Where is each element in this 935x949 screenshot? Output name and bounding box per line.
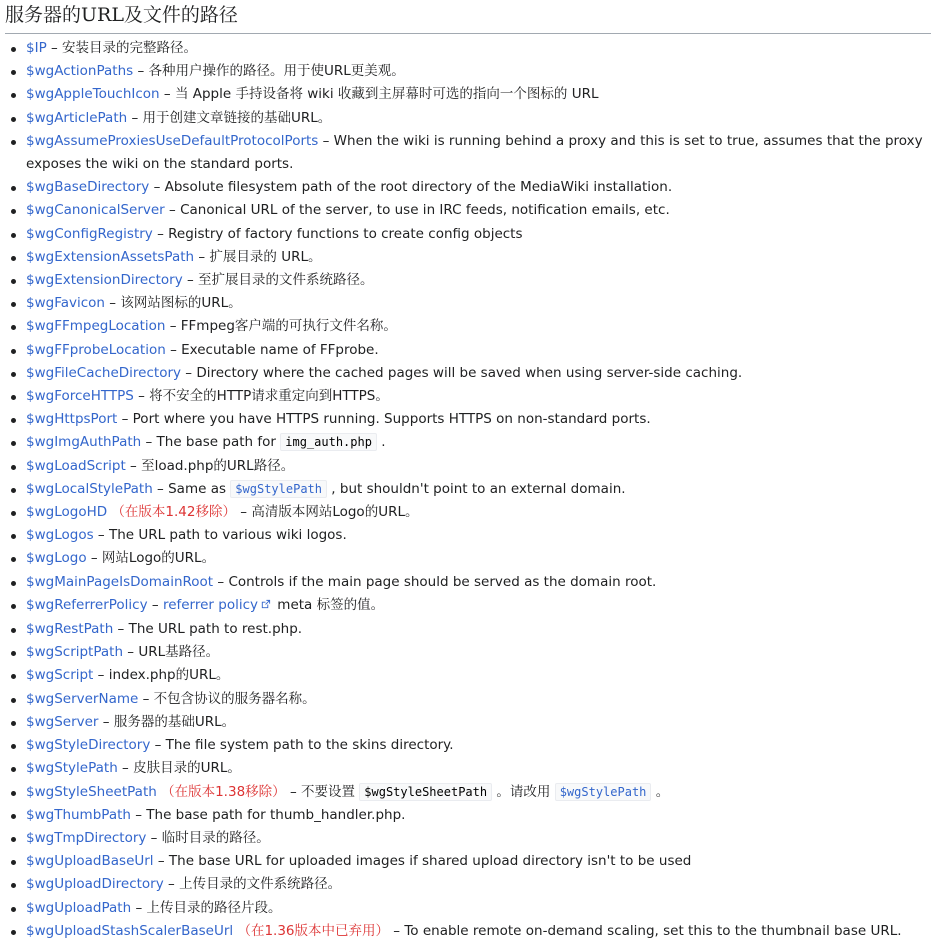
item-description: – The URL path to rest.php. [113, 621, 303, 638]
list-item [0, 292, 935, 315]
bullet-icon [11, 418, 16, 423]
list-item [0, 827, 935, 850]
bullet-icon [11, 581, 16, 586]
variable-link[interactable]: $wgRestPath [26, 621, 114, 638]
item-description: – 扩展目录的 URL。 [194, 248, 322, 265]
external-link-icon [260, 595, 271, 618]
bullet-icon [11, 279, 16, 284]
item-description: – URL基路径。 [123, 644, 220, 661]
item-description: – The file system path to the skins directory. [150, 737, 454, 754]
item-description: – 将不安全的HTTP请求重定向到HTTPS。 [133, 388, 389, 405]
item-description: – The base URL for uploaded images if shared upload directory isn't to be used [153, 853, 692, 870]
bullet-icon [11, 791, 16, 796]
item-description: – 不包含协议的服务器名称。 [138, 690, 316, 707]
bullet-icon [11, 511, 16, 516]
list-item [0, 757, 935, 780]
list-item [0, 664, 935, 687]
variable-link[interactable]: $wgServerName [26, 690, 139, 707]
item-description: – When the wiki is running behind a proxy and this is set to true, assumes that the proxy exposes the wiki on the standard ports. [26, 132, 923, 173]
variable-link[interactable]: $wgUploadBaseUrl [26, 853, 154, 870]
variable-link[interactable]: $wgServer [26, 713, 99, 730]
bullet-icon [11, 93, 16, 98]
variable-link[interactable]: $wgLogoHD [26, 504, 108, 521]
bullet-icon [11, 814, 16, 819]
bullet-icon [11, 883, 16, 888]
item-description: – 上传目录的文件系统路径。 [163, 876, 342, 893]
list-item [0, 688, 935, 711]
item-description: – 上传目录的路径片段。 [131, 899, 282, 916]
list-item [0, 873, 935, 896]
list-item [0, 455, 935, 478]
variable-link[interactable]: $wgStyleSheetPath [26, 783, 157, 800]
item-description: – To enable remote on-demand scaling, set this to the thumbnail base URL. [389, 922, 902, 939]
item-description: – index.php的URL。 [93, 667, 230, 684]
item-description: – FFmpeg客户端的可执行文件名称。 [165, 318, 397, 335]
item-description: – 安装目录的完整路径。 [46, 40, 198, 56]
item-description: – [147, 596, 163, 613]
item-description: – Canonical URL of the server, to use in IRC feeds, notification emails, etc. [164, 202, 670, 219]
bullet-icon [11, 256, 16, 261]
bullet-icon [11, 441, 16, 446]
item-description: – Executable name of FFprobe. [165, 341, 379, 358]
variable-link[interactable]: $wgExtensionAssetsPath [26, 248, 195, 265]
variable-link[interactable]: $wgUploadPath [26, 899, 132, 916]
bullet-icon [11, 557, 16, 562]
bullet-icon [11, 721, 16, 726]
bullet-icon [11, 140, 16, 145]
bullet-icon [11, 302, 16, 307]
variable-link[interactable]: $wgStyleDirectory [26, 737, 151, 754]
variable-link[interactable]: $wgUploadDirectory [26, 876, 164, 893]
item-description-cont: . [376, 434, 386, 451]
bullet-icon [11, 349, 16, 354]
item-description: – 当 Apple 手持设备将 wiki 收藏到主屏幕时可选的指向一个图标的 URL [159, 86, 599, 103]
bullet-icon [11, 465, 16, 470]
variable-link[interactable]: $wgFFmpegLocation [26, 318, 166, 335]
item-description: – 不要设置 [285, 783, 360, 800]
list-item [0, 199, 935, 222]
bullet-icon [11, 70, 16, 75]
list-item [0, 269, 935, 292]
list-item [0, 385, 935, 408]
item-description: – 临时目录的路径。 [146, 829, 270, 846]
list-item [0, 60, 935, 83]
variable-link[interactable]: $wgLoadScript [26, 457, 126, 474]
variable-link[interactable]: $wgActionPaths [26, 63, 134, 80]
list-item [0, 478, 935, 501]
list-item [0, 130, 935, 176]
item-description: – 皮肤目录的URL。 [117, 760, 241, 777]
variable-link[interactable]: $wgScriptPath [26, 644, 124, 661]
variable-link[interactable]: $wgCanonicalServer [26, 202, 165, 219]
removed-notice: （在版本1.42移除） [111, 504, 236, 521]
item-description: – 各种用户操作的路径。用于使URL更美观。 [133, 63, 405, 80]
list-item [0, 501, 935, 524]
bullet-icon [11, 488, 16, 493]
variable-link[interactable]: $wgLocalStylePath [26, 480, 153, 497]
item-description: – Absolute filesystem path of the root directory of the MediaWiki installation. [149, 179, 673, 196]
section-heading: 服务器的URL及文件的路径 [5, 0, 931, 34]
external-link[interactable]: referrer policy [162, 596, 259, 613]
variable-link[interactable]: $wgArticlePath [26, 109, 128, 126]
bullet-icon [11, 534, 16, 539]
variable-link[interactable]: $wgFileCacheDirectory [26, 364, 181, 381]
variable-link[interactable]: $wgAppleTouchIcon [26, 86, 160, 103]
list-item [0, 246, 935, 269]
variable-link[interactable]: $wgUploadStashScalerBaseUrl [26, 922, 234, 939]
item-description: – The base path for thumb_handler.php. [130, 806, 406, 823]
code-snippet: $wgStyleSheetPath [359, 783, 492, 801]
list-item [0, 431, 935, 454]
bullet-icon [11, 698, 16, 703]
list-item [0, 920, 935, 943]
variable-link[interactable]: $wgForceHTTPS [26, 388, 134, 405]
list-item [0, 37, 935, 60]
variable-link[interactable]: $wgBaseDirectory [26, 179, 150, 196]
list-item [0, 781, 935, 804]
list-item [0, 362, 935, 385]
bullet-icon [11, 767, 16, 772]
variable-link[interactable]: $wgReferrerPolicy [26, 596, 148, 613]
list-item [0, 571, 935, 594]
item-description: – Port where you have HTTPS running. Supports HTTPS on non-standard ports. [117, 411, 651, 428]
item-description: – Directory where the cached pages will be saved when using server-side caching. [181, 364, 743, 381]
item-description: – Same as [152, 480, 231, 497]
bullet-icon [11, 837, 16, 842]
bullet-icon [11, 209, 16, 214]
code-snippet: img_auth.php [280, 433, 377, 451]
bullet-icon [11, 930, 16, 935]
item-description: – 高清版本网站Logo的URL。 [235, 504, 419, 521]
list-item [0, 339, 935, 362]
variable-link[interactable]: $wgConfigRegistry [26, 225, 153, 242]
bullet-icon [11, 117, 16, 122]
list-item [0, 711, 935, 734]
list-item [0, 524, 935, 547]
variable-link[interactable]: $wgScript [26, 667, 94, 684]
list-item [0, 547, 935, 570]
code-snippet-link[interactable]: $wgStylePath [555, 783, 652, 801]
variable-link[interactable]: $wgStylePath [26, 760, 118, 777]
variable-link[interactable]: $wgAssumeProxiesUseDefaultProtocolPorts [26, 132, 319, 149]
list-item [0, 641, 935, 664]
list-item [0, 804, 935, 827]
item-description: – 该网站图标的URL。 [104, 295, 242, 312]
item-description-cont: 。请改用 [492, 783, 555, 800]
list-item [0, 618, 935, 641]
variable-link[interactable]: $wgLogo [26, 550, 87, 567]
bullet-icon [11, 860, 16, 865]
bullet-icon [11, 628, 16, 633]
removed-notice: （在1.36版本中已弃用） [237, 922, 390, 939]
bullet-icon [11, 651, 16, 656]
item-description: – 至load.php的URL路径。 [125, 457, 295, 474]
item-description: – The URL path to various wiki logos. [93, 527, 347, 544]
variable-link[interactable]: $wgExtensionDirectory [26, 272, 183, 289]
item-description: – Controls if the main page should be served as the domain root. [213, 573, 657, 590]
item-description-end: 。 [651, 783, 670, 800]
bullet-icon [11, 47, 16, 52]
list-item [0, 223, 935, 246]
variable-link[interactable]: $wgHttpsPort [26, 411, 118, 428]
list-item [0, 594, 935, 618]
list-item [0, 176, 935, 199]
variable-link[interactable]: $wgFavicon [26, 295, 105, 312]
variable-link[interactable]: $wgThumbPath [26, 806, 131, 823]
bullet-icon [11, 744, 16, 749]
item-description-cont: meta 标签的值。 [273, 596, 385, 613]
item-description: – 网站Logo的URL。 [86, 550, 216, 567]
list-item [0, 83, 935, 106]
bullet-icon [11, 325, 16, 330]
item-description: – Registry of factory functions to create config objects [152, 225, 523, 242]
list-item [0, 107, 935, 130]
bullet-icon [11, 604, 16, 609]
config-variable-list [0, 37, 935, 943]
variable-link[interactable]: $IP [26, 40, 47, 56]
list-item [0, 734, 935, 757]
bullet-icon [11, 907, 16, 912]
item-description-cont: , but shouldn't point to an external domain. [327, 480, 626, 497]
variable-link[interactable]: $wgTmpDirectory [26, 829, 147, 846]
code-snippet[interactable]: $wgStylePath [230, 480, 327, 498]
item-description: – 服务器的基础URL。 [98, 713, 236, 730]
bullet-icon [11, 395, 16, 400]
list-item [0, 850, 935, 873]
list-item [0, 408, 935, 431]
list-item [0, 897, 935, 920]
item-description: – 用于创建文章链接的基础URL。 [127, 109, 332, 126]
list-item [0, 315, 935, 338]
bullet-icon [11, 674, 16, 679]
bullet-icon [11, 186, 16, 191]
item-description: – The base path for [141, 434, 281, 451]
bullet-icon [11, 372, 16, 377]
variable-link[interactable]: $wgFFprobeLocation [26, 341, 166, 358]
item-description: – 至扩展目录的文件系统路径。 [182, 272, 374, 289]
variable-link[interactable]: $wgMainPageIsDomainRoot [26, 573, 214, 590]
variable-link[interactable]: $wgImgAuthPath [26, 434, 142, 451]
removed-notice: （在版本1.38移除） [161, 783, 286, 800]
bullet-icon [11, 233, 16, 238]
variable-link[interactable]: $wgLogos [26, 527, 94, 544]
